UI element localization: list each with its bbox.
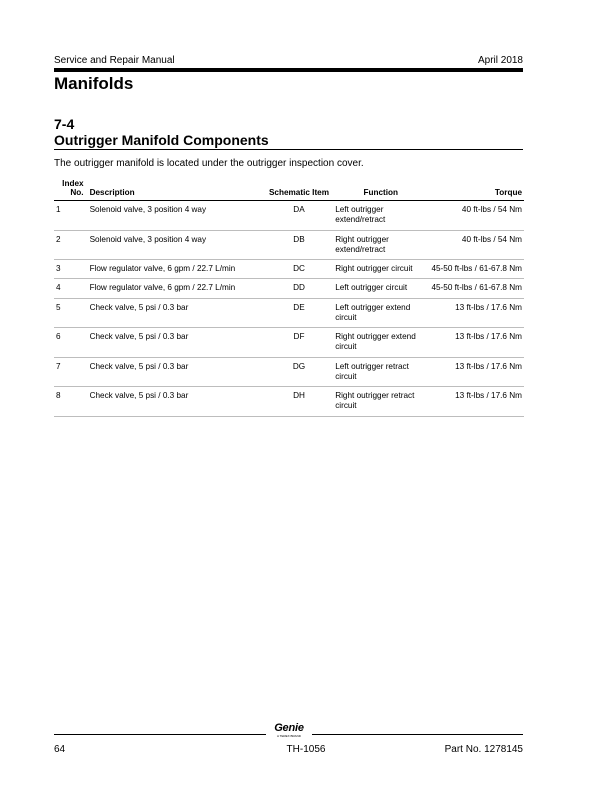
page-number: 64	[54, 744, 66, 755]
cell-schematic: DG	[265, 357, 333, 387]
cell-function: Right outrigger extend/retract	[333, 230, 428, 260]
table-row	[54, 201, 524, 231]
cell-index: 6	[54, 328, 88, 358]
cell-schematic: DE	[265, 298, 333, 328]
table-header-row	[54, 178, 524, 201]
part-number: Part No. 1278145	[444, 744, 523, 755]
cell-schematic: DF	[265, 328, 333, 358]
cell-function: Left outrigger retract circuit	[333, 357, 428, 387]
logo-wordmark: Genie	[274, 722, 304, 734]
cell-index: 3	[54, 260, 88, 279]
cell-index: 7	[54, 357, 88, 387]
cell-description: Check valve, 5 psi / 0.3 bar	[88, 387, 265, 417]
cell-function: Left outrigger extend circuit	[333, 298, 428, 328]
genie-logo	[268, 722, 310, 738]
cell-torque: 45-50 ft-lbs / 61-67.8 Nm	[428, 279, 524, 298]
table-row	[54, 230, 524, 260]
cell-description: Check valve, 5 psi / 0.3 bar	[88, 298, 265, 328]
header-rule	[54, 68, 523, 72]
document-number: TH-1056	[286, 744, 326, 755]
cell-function: Right outrigger extend circuit	[333, 328, 428, 358]
cell-torque: 13 ft-lbs / 17.6 Nm	[428, 298, 524, 328]
cell-schematic: DC	[265, 260, 333, 279]
header-torque: Torque	[428, 178, 524, 201]
cell-description: Flow regulator valve, 6 gpm / 22.7 L/min	[88, 279, 265, 298]
cell-function: Right outrigger circuit	[333, 260, 428, 279]
table-row	[54, 357, 524, 387]
logo-tagline: A TEREX BRAND	[277, 734, 301, 738]
cell-schematic: DA	[265, 201, 333, 231]
cell-index: 2	[54, 230, 88, 260]
intro-text: The outrigger manifold is located under the outrigger inspection cover.	[54, 158, 364, 169]
footer-rule-left	[54, 734, 266, 735]
table-row	[54, 387, 524, 417]
section-rule	[54, 149, 523, 150]
table-row	[54, 328, 524, 358]
cell-index: 5	[54, 298, 88, 328]
header-manual-title: Service and Repair Manual	[54, 55, 175, 66]
cell-function: Left outrigger extend/retract	[333, 201, 428, 231]
cell-description: Check valve, 5 psi / 0.3 bar	[88, 328, 265, 358]
components-table	[54, 178, 524, 417]
cell-torque: 13 ft-lbs / 17.6 Nm	[428, 387, 524, 417]
table-row	[54, 279, 524, 298]
cell-description: Solenoid valve, 3 position 4 way	[88, 201, 265, 231]
section-title: Outrigger Manifold Components	[54, 132, 269, 148]
cell-index: 4	[54, 279, 88, 298]
header-description: Description	[88, 178, 265, 201]
header-index: Index No.	[54, 178, 88, 201]
table-body	[54, 201, 524, 417]
section-number: 7-4	[54, 116, 75, 132]
cell-schematic: DD	[265, 279, 333, 298]
cell-description: Check valve, 5 psi / 0.3 bar	[88, 357, 265, 387]
table-row	[54, 260, 524, 279]
cell-schematic: DB	[265, 230, 333, 260]
header-date: April 2018	[477, 55, 523, 66]
cell-index: 1	[54, 201, 88, 231]
cell-schematic: DH	[265, 387, 333, 417]
cell-torque: 13 ft-lbs / 17.6 Nm	[428, 328, 524, 358]
header-schematic: Schematic Item	[265, 178, 333, 201]
cell-description: Solenoid valve, 3 position 4 way	[88, 230, 265, 260]
cell-description: Flow regulator valve, 6 gpm / 22.7 L/min	[88, 260, 265, 279]
footer-rule-right	[312, 734, 523, 735]
cell-function: Right outrigger retract circuit	[333, 387, 428, 417]
cell-function: Left outrigger circuit	[333, 279, 428, 298]
cell-torque: 13 ft-lbs / 17.6 Nm	[428, 357, 524, 387]
cell-index: 8	[54, 387, 88, 417]
cell-torque: 40 ft-lbs / 54 Nm	[428, 201, 524, 231]
table-row	[54, 298, 524, 328]
header-function: Function	[333, 178, 428, 201]
cell-torque: 40 ft-lbs / 54 Nm	[428, 230, 524, 260]
cell-torque: 45-50 ft-lbs / 61-67.8 Nm	[428, 260, 524, 279]
chapter-title: Manifolds	[54, 74, 134, 93]
